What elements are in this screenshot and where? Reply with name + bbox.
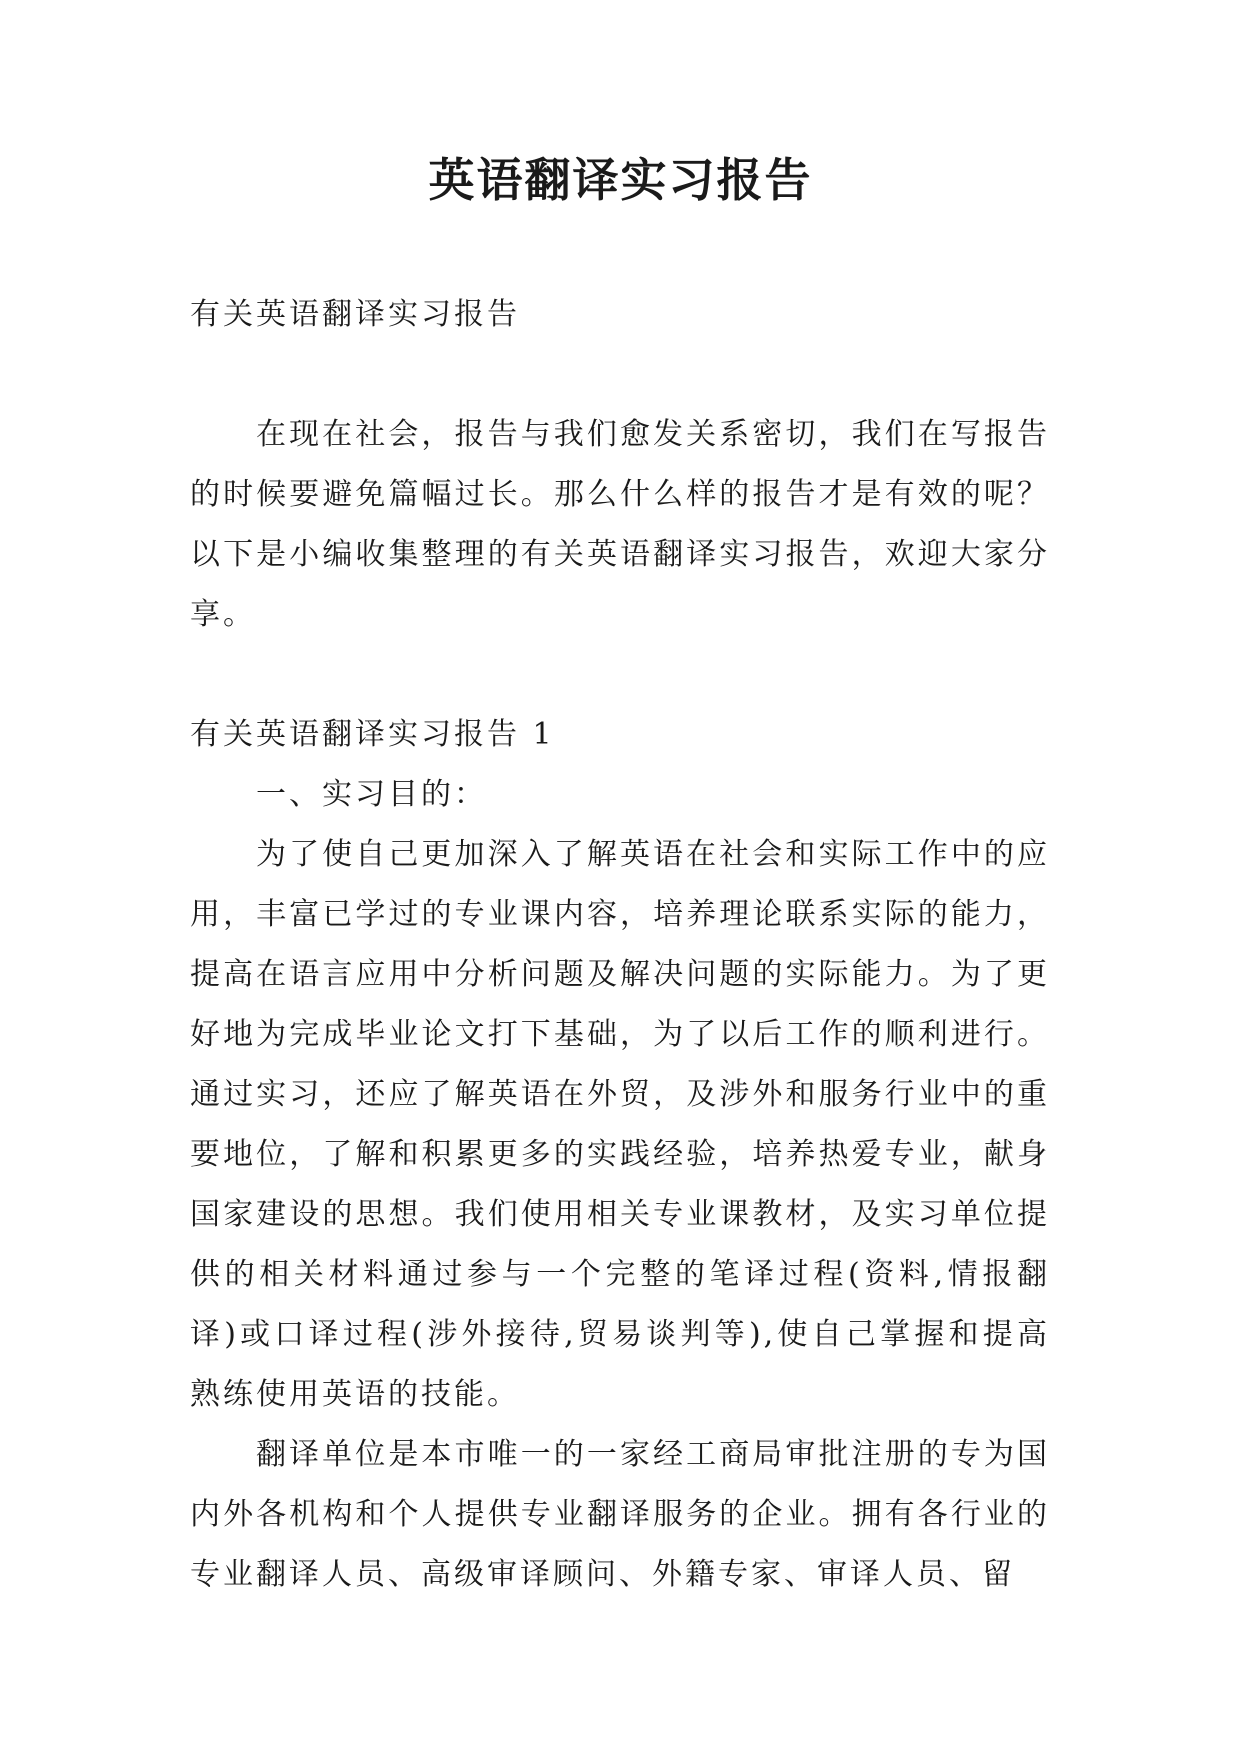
document-title: 英语翻译实习报告: [428, 153, 813, 207]
document-body: [190, 285, 1050, 1605]
intro-paragraph: 在现在社会，报告与我们愈发关系密切，我们在写报告的时候要避免篇幅过长。那么什么样的报告才是有效的呢？以下是小编收集整理的有关英语翻译实习报告，欢迎大家分享。: [190, 417, 1050, 632]
body-paragraph-2: 翻译单位是本市唯一的一家经工商局审批注册的专为国内外各机构和个人提供专业翻译服务的企业。拥有各行业的专业翻译人员、高级审译顾问、外籍专家、审译人员、留: [190, 1437, 1050, 1592]
document-subtitle: 有关英语翻译实习报告: [190, 297, 520, 332]
section-heading: 有关英语翻译实习报告 1: [190, 717, 555, 752]
item-heading: 一、实习目的：: [256, 777, 487, 812]
body-paragraph-1: 为了使自己更加深入了解英语在社会和实际工作中的应用，丰富已学过的专业课内容，培养理论联系实际的能力，提高在语言应用中分析问题及解决问题的实际能力。为了更好地为完成毕业论文打下基础，为了以后工作的顺利进行。通过实习，还应了解英语在外贸，及涉外和服务行业中的重要地位，了解和积累更多的实践经验，培养热爱专业，献身国家建设的思想。我们使用相关专业课教材，及实习单位提供的相关材料通过参与一个完整的笔译过程(资料,情报翻译)或口译过程(涉外接待,贸易谈判等),使自己掌握和提高熟练使用英语的技能。: [190, 837, 1050, 1412]
